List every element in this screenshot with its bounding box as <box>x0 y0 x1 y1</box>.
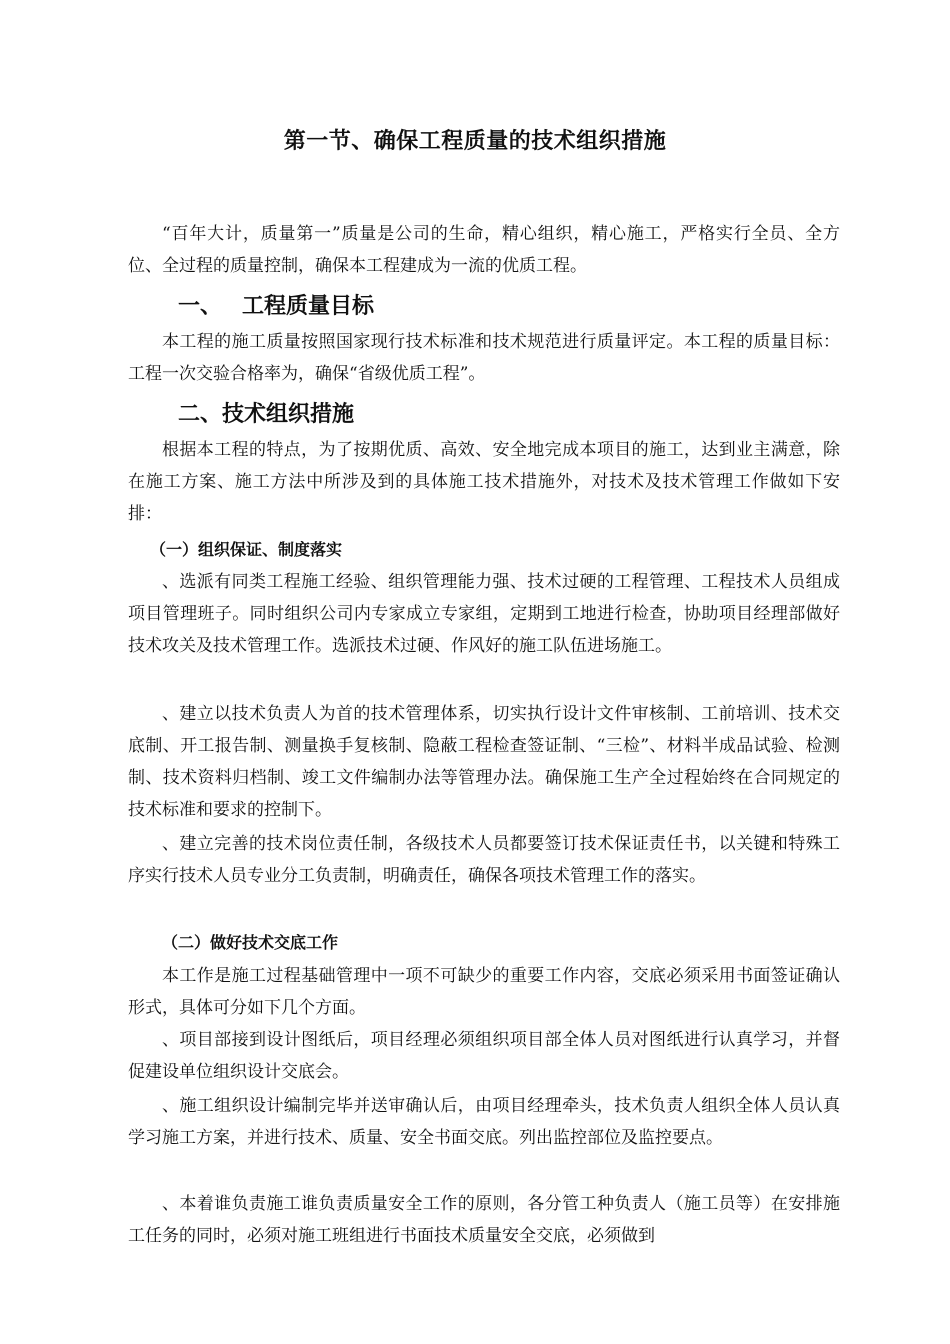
subsection-2-item-3: 、本着谁负责施工谁负责质量安全工作的原则，各分管工种负责人（施工员等）在安排施工任务的同时，必须对施工班组进行书面技术质量安全交底，必须做到 <box>128 1194 840 1246</box>
intro-paragraph: “百年大计，质量第一”质量是公司的生命，精心组织，精心施工，严格实行全员、全方位、全过程的质量控制，确保本工程建成为一流的优质工程。 <box>128 224 840 276</box>
subsection-2-body: 本工作是施工过程基础管理中一项不可缺少的重要工作内容，交底必须采用书面签证确认形式，具体可分如下几个方面。 <box>128 966 840 1018</box>
subsection-2-heading: （二）做好技术交底工作 <box>162 933 339 952</box>
section-1-heading <box>178 290 374 324</box>
section-2-body: 根据本工程的特点，为了按期优质、高效、安全地完成本项目的施工，达到业主满意，除在施工方案、施工方法中所涉及到的具体施工技术措施外，对技术及技术管理工作做如下安排： <box>128 440 840 524</box>
section-1-number: 一、 <box>178 294 223 319</box>
document-title: 第一节、确保工程质量的技术组织措施 <box>283 129 667 154</box>
section-1-body: 本工程的施工质量按照国家现行技术标准和技术规范进行质量评定。本工程的质量目标：工程一次交验合格率为，确保“省级优质工程”。 <box>128 332 840 384</box>
subsection-1-item-3: 、建立完善的技术岗位责任制，各级技术人员都要签订技术保证责任书，以关键和特殊工序实行技术人员专业分工负责制，明确责任，确保各项技术管理工作的落实。 <box>128 834 840 886</box>
subsection-1-item-2: 、建立以技术负责人为首的技术管理体系，切实执行设计文件审核制、工前培训、技术交底制、开工报告制、测量换手复核制、隐蔽工程检查签证制、“三检”、材料半成品试验、检测制、技术资料归档制、竣工文件编制办法等管理办法。确保施工生产全过程始终在合同规定的技术标准和要求的控制下。 <box>128 704 840 820</box>
section-1-title: 工程质量目标 <box>242 294 375 319</box>
section-2-heading: 二、技术组织措施 <box>178 402 355 427</box>
subsection-2-item-1: 、项目部接到设计图纸后，项目经理必须组织项目部全体人员对图纸进行认真学习，并督促建设单位组织设计交底会。 <box>128 1030 840 1082</box>
subsection-2-item-2: 、施工组织设计编制完毕并送审确认后，由项目经理牵头，技术负责人组织全体人员认真学习施工方案，并进行技术、质量、安全书面交底。列出监控部位及监控要点。 <box>128 1096 840 1148</box>
subsection-1-heading: （一）组织保证、制度落实 <box>150 540 343 559</box>
subsection-1-item-1: 、选派有同类工程施工经验、组织管理能力强、技术过硬的工程管理、工程技术人员组成项目管理班子。同时组织公司内专家成立专家组，定期到工地进行检查，协助项目经理部做好技术攻关及技术管理工作。选派技术过硬、作风好的施工队伍进场施工。 <box>128 572 840 656</box>
